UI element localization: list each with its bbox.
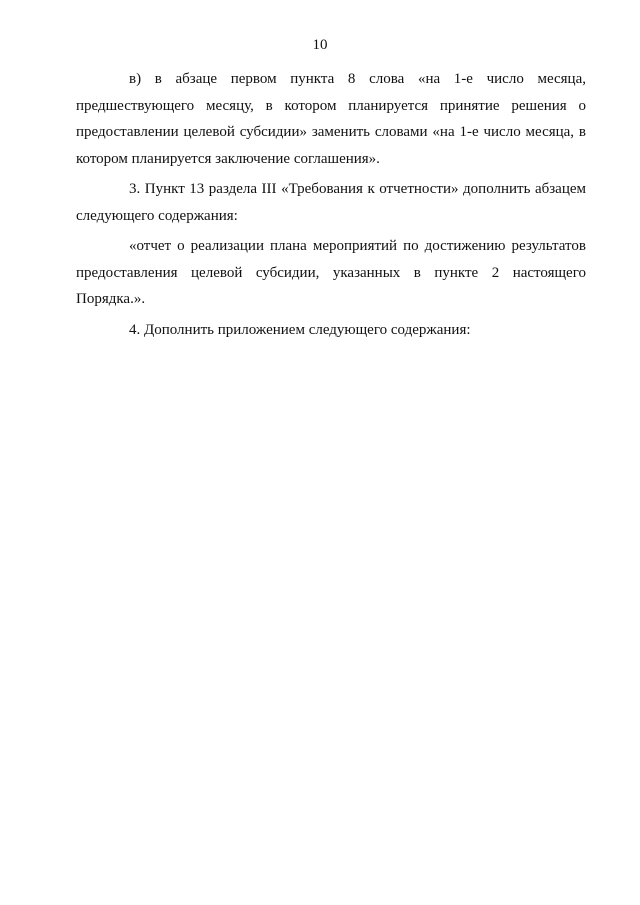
paragraph-report-quote: «отчет о реализации плана мероприятий по достижению результатов предоставления целевой субсидии, указанных в пункте 2 настоящего Порядка.». [76,238,586,307]
paragraph-item-3: 3. Пункт 13 раздела III «Требования к отчетности» дополнить абзацем следующего содержания: [76,181,586,224]
document-body [76,66,586,343]
paragraph-item-4: 4. Дополнить приложением следующего содержания: [129,321,471,338]
page-number: 10 [312,37,328,53]
paragraph-amendment-v: в) в абзаце первом пункта 8 слова «на 1-е число месяца, предшествующего месяцу, в котором планируется принятие решения о предоставлении целевой субсидии» заменить словами «на 1-е число месяца, в котором планируется заключение соглашения». [76,71,586,167]
